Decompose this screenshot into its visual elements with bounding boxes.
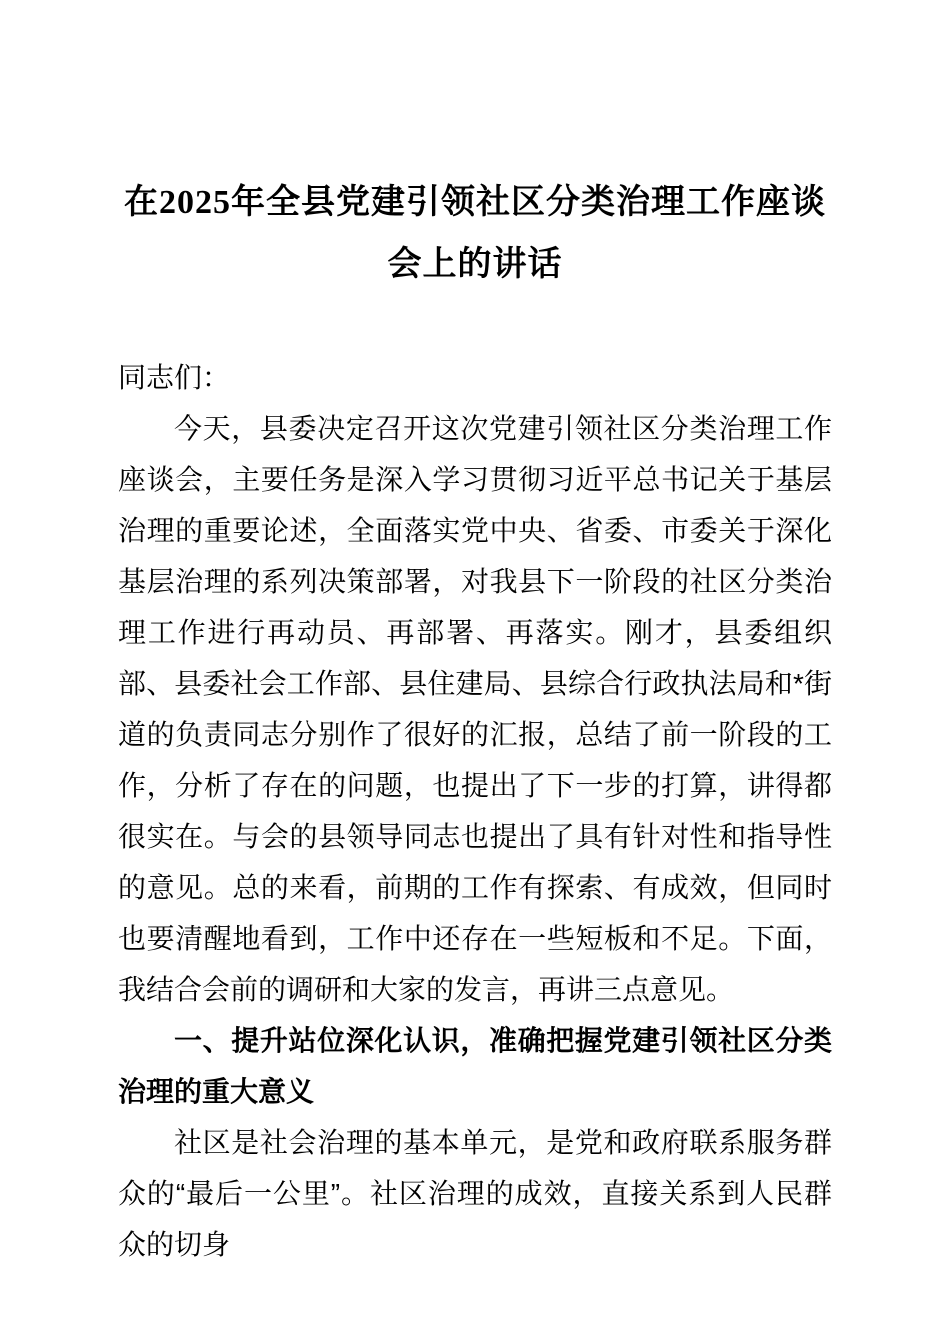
section-heading-1: 一、提升站位深化认识，准确把握党建引领社区分类治理的重大意义 [118,1025,832,1107]
paragraph-section-1-body: 社区是社会治理的基本单元，是党和政府联系服务群众的“最后一公里”。社区治理的成效，直接关系到人民群众的切身 [118,1127,832,1260]
document-title: 在2025年全县党建引领社区分类治理工作座谈会上的讲话 [124,184,826,283]
document-body [118,352,832,1270]
paragraph-salutation: 同志们： [118,362,231,393]
paragraph-intro: 今天，县委决定召开这次党建引领社区分类治理工作座谈会，主要任务是深入学习贯彻习近平总书记关于基层治理的重要论述，全面落实党中央、省委、市委关于深化基层治理的系列决策部署，对我县下一阶段的社区分类治理工作进行再动员、再部署、再落实。刚才，县委组织部、县委社会工作部、县住建局、县综合行政执法局和*街道的负责同志分别作了很好的汇报，总结了前一阶段的工作，分析了存在的问题，也提出了下一步的打算，讲得都很实在。与会的县领导同志也提出了具有针对性和指导性的意见。总的来看，前期的工作有探索、有成效，但同时也要清醒地看到，工作中还存在一些短板和不足。下面，我结合会前的调研和大家的发言，再讲三点意见。 [118,413,832,1005]
